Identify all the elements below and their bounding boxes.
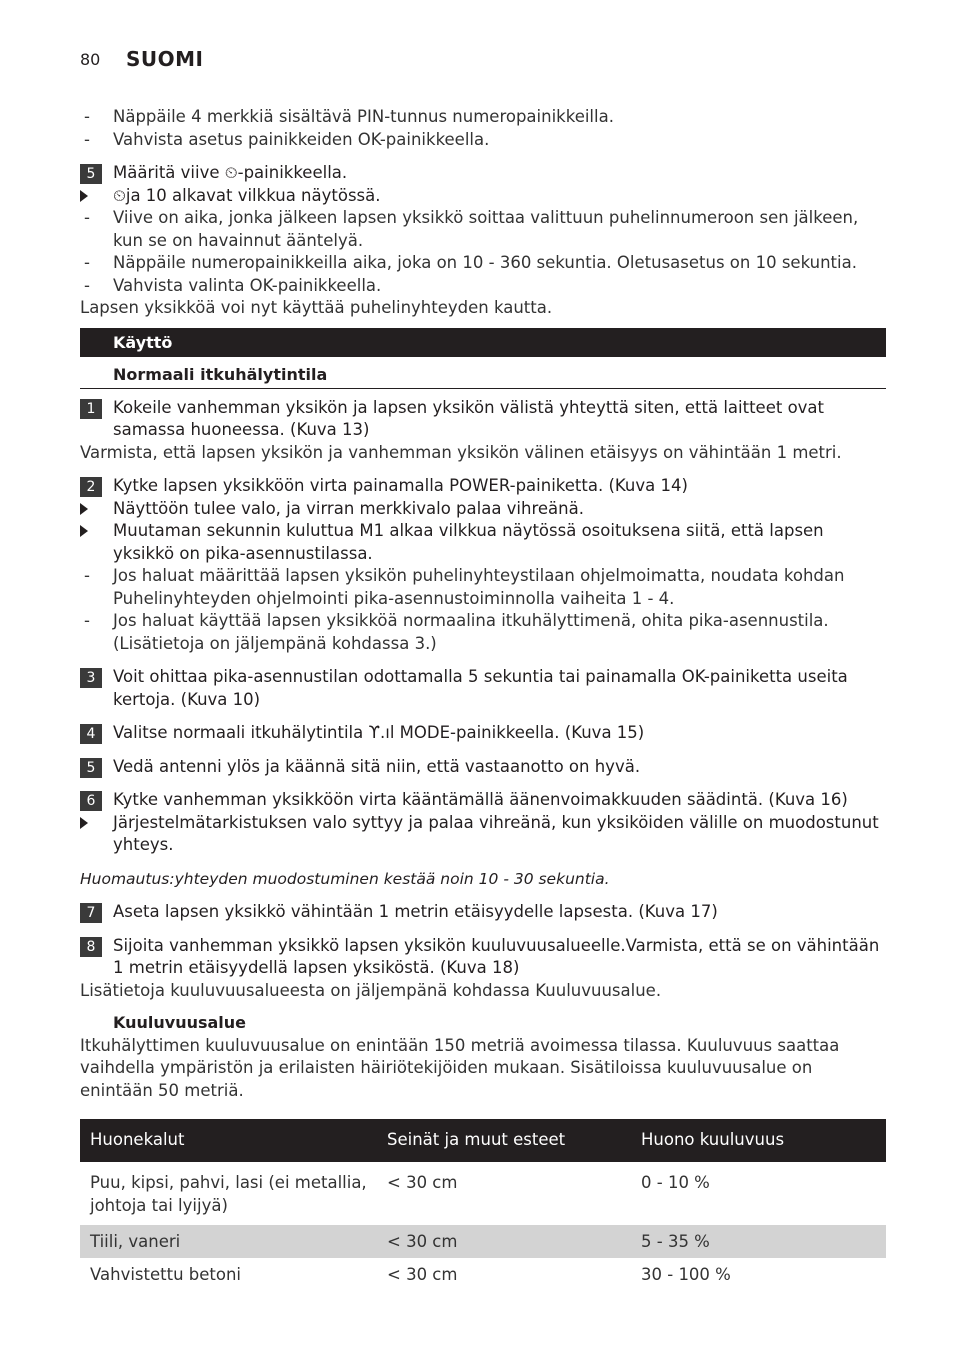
list-item: - Vahvista valinta OK-painikkeella. xyxy=(84,275,382,295)
step-number: 8 xyxy=(80,937,102,957)
step-5: 5 Vedä antenni ylös ja käännä sitä niin, että vastaanotto on hyvä. xyxy=(80,756,886,779)
step-5-delay: 5 Määritä viive ⏲-painikkeella. xyxy=(80,162,886,185)
column-header: Huonekalut xyxy=(80,1119,377,1162)
table-cell: < 30 cm xyxy=(387,1264,458,1284)
step-number: 1 xyxy=(80,399,102,419)
result-item: Järjestelmätarkistuksen valo syttyy ja palaa vihreänä, kun yksiköiden välille on muodostunut yhteys. xyxy=(80,812,886,857)
language-title: SUOMI xyxy=(126,47,204,71)
range-table xyxy=(80,1119,886,1290)
table-row xyxy=(80,1225,886,1258)
step-number: 2 xyxy=(80,477,102,497)
step-number: 4 xyxy=(80,724,102,744)
step-number: 5 xyxy=(80,164,102,184)
table-cell: 0 - 10 % xyxy=(641,1173,710,1192)
table-cell: Puu, kipsi, pahvi, lasi (ei metallia, johtoja tai lyijyä) xyxy=(90,1173,367,1215)
result-item: ⏲ja 10 alkavat vilkkua näytössä. xyxy=(80,185,886,208)
table-cell: 5 - 35 % xyxy=(631,1225,886,1258)
page-number: 80 xyxy=(80,50,101,69)
subsection-heading: Normaali itkuhälytintila xyxy=(80,362,886,389)
list-item: - Jos haluat määrittää lapsen yksikön puhelinyhteystilaan ohjelmoimatta, noudata kohdan Puhelinyhteyden ohjelmointi pika-asennustoiminnolla vaiheita 1 - 4. xyxy=(84,566,845,608)
column-header: Seinät ja muut esteet xyxy=(377,1119,631,1162)
triangle-bullet-icon xyxy=(80,503,88,515)
step-7: 7 Aseta lapsen yksikkö vähintään 1 metrin etäisyydelle lapsesta. (Kuva 17) xyxy=(80,901,886,924)
paragraph: Itkuhälyttimen kuuluvuusalue on enintään 150 metriä avoimessa tilassa. Kuuluvuus saattaa vaihdella ympäristön ja erilaisten häiriötekijöiden mukaan. Sisätiloissa kuuluvuusalue on enintään 50 metriä. xyxy=(80,1035,840,1100)
table-header-row xyxy=(80,1119,886,1162)
paragraph: Lisätietoja kuuluvuusalueesta on jäljempänä kohdassa Kuuluvuusalue. xyxy=(80,980,662,1000)
step-6: 6 Kytke vanhemman yksikköön virta kääntämällä äänenvoimakkuuden säädintä. (Kuva 16) xyxy=(80,789,886,812)
step-1: 1 Kokeile vanhemman yksikön ja lapsen yksikön välistä yhteyttä siten, että laitteet ovat samassa huoneessa. (Kuva 13) xyxy=(80,397,886,442)
note: Huomautus:yhteyden muodostuminen kestää noin 10 - 30 sekuntia. xyxy=(80,869,610,888)
step-4: 4 Valitse normaali itkuhälytintila ϒ.ıl MODE-painikkeella. (Kuva 15) xyxy=(80,722,886,745)
triangle-bullet-icon xyxy=(80,190,88,202)
subsection-heading: Kuuluvuusalue xyxy=(113,1013,247,1032)
table-row xyxy=(80,1258,886,1291)
list-item: - Vahvista asetus painikkeiden OK-painikkeella. xyxy=(84,129,490,149)
list-item: - Näppäile 4 merkkiä sisältävä PIN-tunnus numeropainikkeilla. xyxy=(84,107,614,126)
table-cell: Vahvistettu betoni xyxy=(90,1264,242,1284)
table-cell: Tiili, vaneri xyxy=(80,1225,377,1258)
list-item: - Jos haluat käyttää lapsen yksikköä normaalina itkuhälyttimenä, ohita pika-asennustila. (Lisätietoja on jäljempänä kohdassa 3.) xyxy=(84,611,829,653)
section-heading: Käyttö xyxy=(80,328,886,357)
table-row xyxy=(80,1162,886,1225)
triangle-bullet-icon xyxy=(80,525,88,537)
triangle-bullet-icon xyxy=(80,817,88,829)
page-content xyxy=(80,106,886,1290)
paragraph: Lapsen yksikköä voi nyt käyttää puhelinyhteyden kautta. xyxy=(80,298,553,317)
table-cell: < 30 cm xyxy=(377,1225,631,1258)
step-2: 2 Kytke lapsen yksikköön virta painamalla POWER-painiketta. (Kuva 14) xyxy=(80,475,886,498)
result-item: Näyttöön tulee valo, ja virran merkkivalo palaa vihreänä. xyxy=(80,498,886,521)
paragraph: Varmista, että lapsen yksikön ja vanhemman yksikön välinen etäisyys on vähintään 1 metri. xyxy=(80,442,842,462)
step-number: 7 xyxy=(80,903,102,923)
table-cell: 30 - 100 % xyxy=(641,1264,731,1284)
step-3: 3 Voit ohittaa pika-asennustilan odottamalla 5 sekuntia tai painamalla OK-painiketta useita kertoja. (Kuva 10) xyxy=(80,666,886,711)
table-cell: < 30 cm xyxy=(387,1173,458,1192)
column-header: Huono kuuluvuus xyxy=(631,1119,886,1162)
list-item: - Näppäile numeropainikkeilla aika, joka on 10 - 360 sekuntia. Oletusasetus on 10 sekuntia. xyxy=(84,253,857,272)
list-item: - Viive on aika, jonka jälkeen lapsen yksikkö soittaa valittuun puhelinnumeroon sen jälkeen, kun se on havainnut ääntelyä. xyxy=(84,208,859,250)
step-8: 8 Sijoita vanhemman yksikkö lapsen yksikön kuuluvuusalueelle.Varmista, että se on vähintään 1 metrin etäisyydellä lapsen yksiköstä. (Kuva 18) xyxy=(80,935,886,980)
result-item: Muutaman sekunnin kuluttua M1 alkaa vilkkua näytössä osoituksena siitä, että lapsen yksikkö on pika-asennustilassa. xyxy=(80,520,886,565)
step-number: 3 xyxy=(80,668,102,688)
step-number: 5 xyxy=(80,758,102,778)
step-number: 6 xyxy=(80,791,102,811)
